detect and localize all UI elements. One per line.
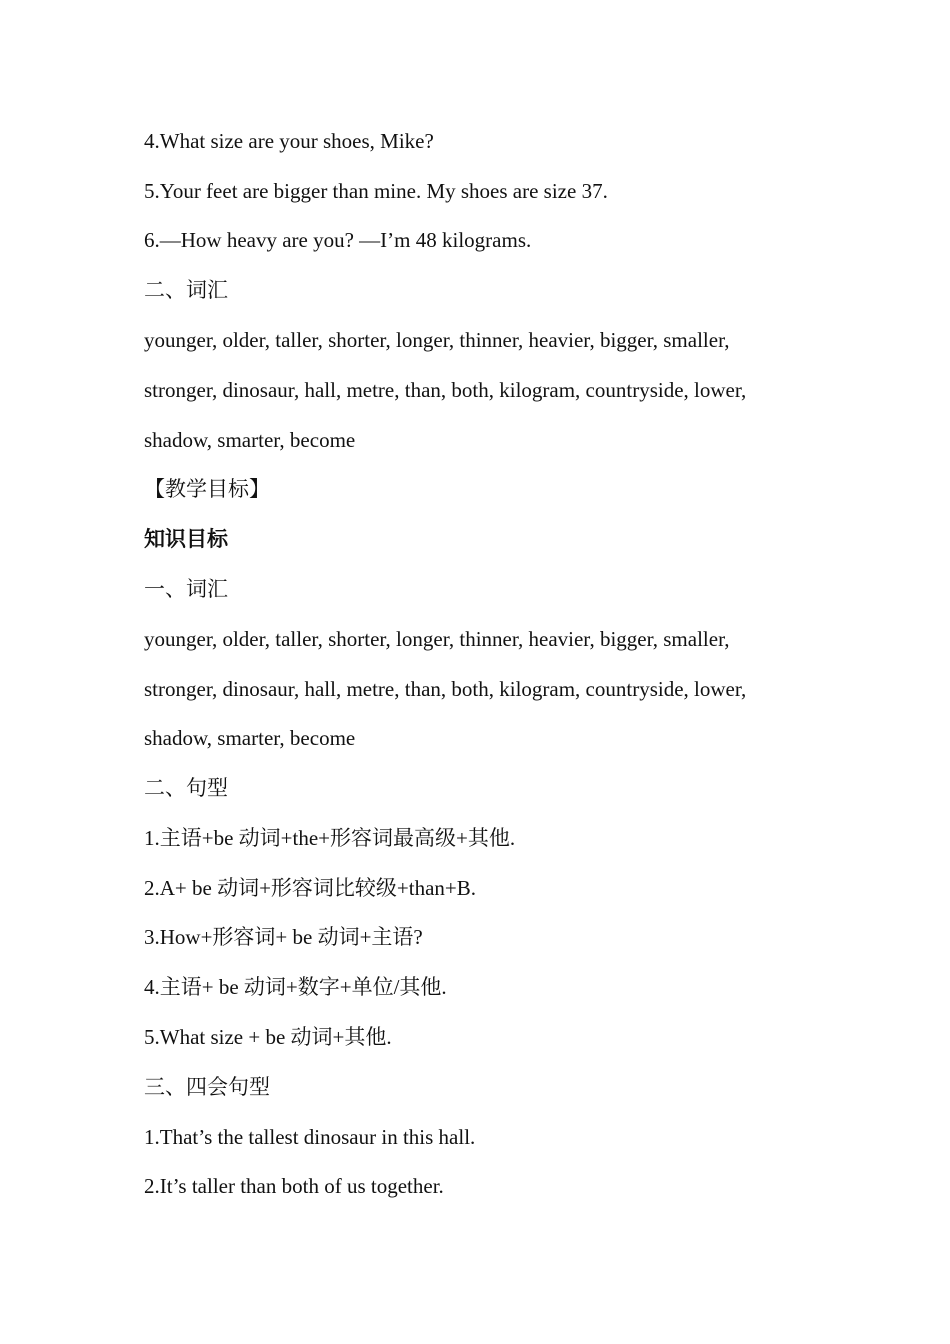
sentence-pattern-3: 3.How+形容词+ be 动词+主语? bbox=[144, 925, 423, 949]
four-skill-sentence-1: 1.That’s the tallest dinosaur in this hall. bbox=[144, 1125, 476, 1149]
vocabulary-line-1: younger, older, taller, shorter, longer, thinner, heavier, bigger, smaller, bbox=[144, 328, 730, 352]
section-heading-four-skill-sentences: 三、四会句型 bbox=[144, 1075, 270, 1099]
example-sentence-6: 6.—How heavy are you? —I’m 48 kilograms. bbox=[144, 228, 532, 252]
example-sentence-4: 4.What size are your shoes, Mike? bbox=[144, 129, 434, 153]
vocabulary-line-2: stronger, dinosaur, hall, metre, than, both, kilogram, countryside, lower, bbox=[144, 378, 747, 402]
goal-vocabulary-line-1: younger, older, taller, shorter, longer, thinner, heavier, bigger, smaller, bbox=[144, 627, 730, 651]
knowledge-goals-heading: 知识目标 bbox=[144, 527, 228, 551]
example-sentence-5: 5.Your feet are bigger than mine. My shoes are size 37. bbox=[144, 179, 608, 203]
section-heading-vocabulary-goals: 一、词汇 bbox=[144, 577, 228, 601]
vocabulary-line-3: shadow, smarter, become bbox=[144, 428, 356, 452]
four-skill-sentence-2: 2.It’s taller than both of us together. bbox=[144, 1174, 444, 1198]
goal-vocabulary-line-2: stronger, dinosaur, hall, metre, than, both, kilogram, countryside, lower, bbox=[144, 677, 747, 701]
section-heading-vocabulary: 二、词汇 bbox=[144, 278, 228, 302]
sentence-pattern-1: 1.主语+be 动词+the+形容词最高级+其他. bbox=[144, 826, 516, 850]
section-heading-sentence-patterns: 二、句型 bbox=[144, 776, 228, 800]
goal-vocabulary-line-3: shadow, smarter, become bbox=[144, 726, 356, 750]
sentence-pattern-2: 2.A+ be 动词+形容词比较级+than+B. bbox=[144, 876, 477, 900]
sentence-pattern-5: 5.What size + be 动词+其他. bbox=[144, 1025, 392, 1049]
teaching-goals-heading: 【教学目标】 bbox=[144, 477, 270, 501]
sentence-pattern-4: 4.主语+ be 动词+数字+单位/其他. bbox=[144, 975, 447, 999]
